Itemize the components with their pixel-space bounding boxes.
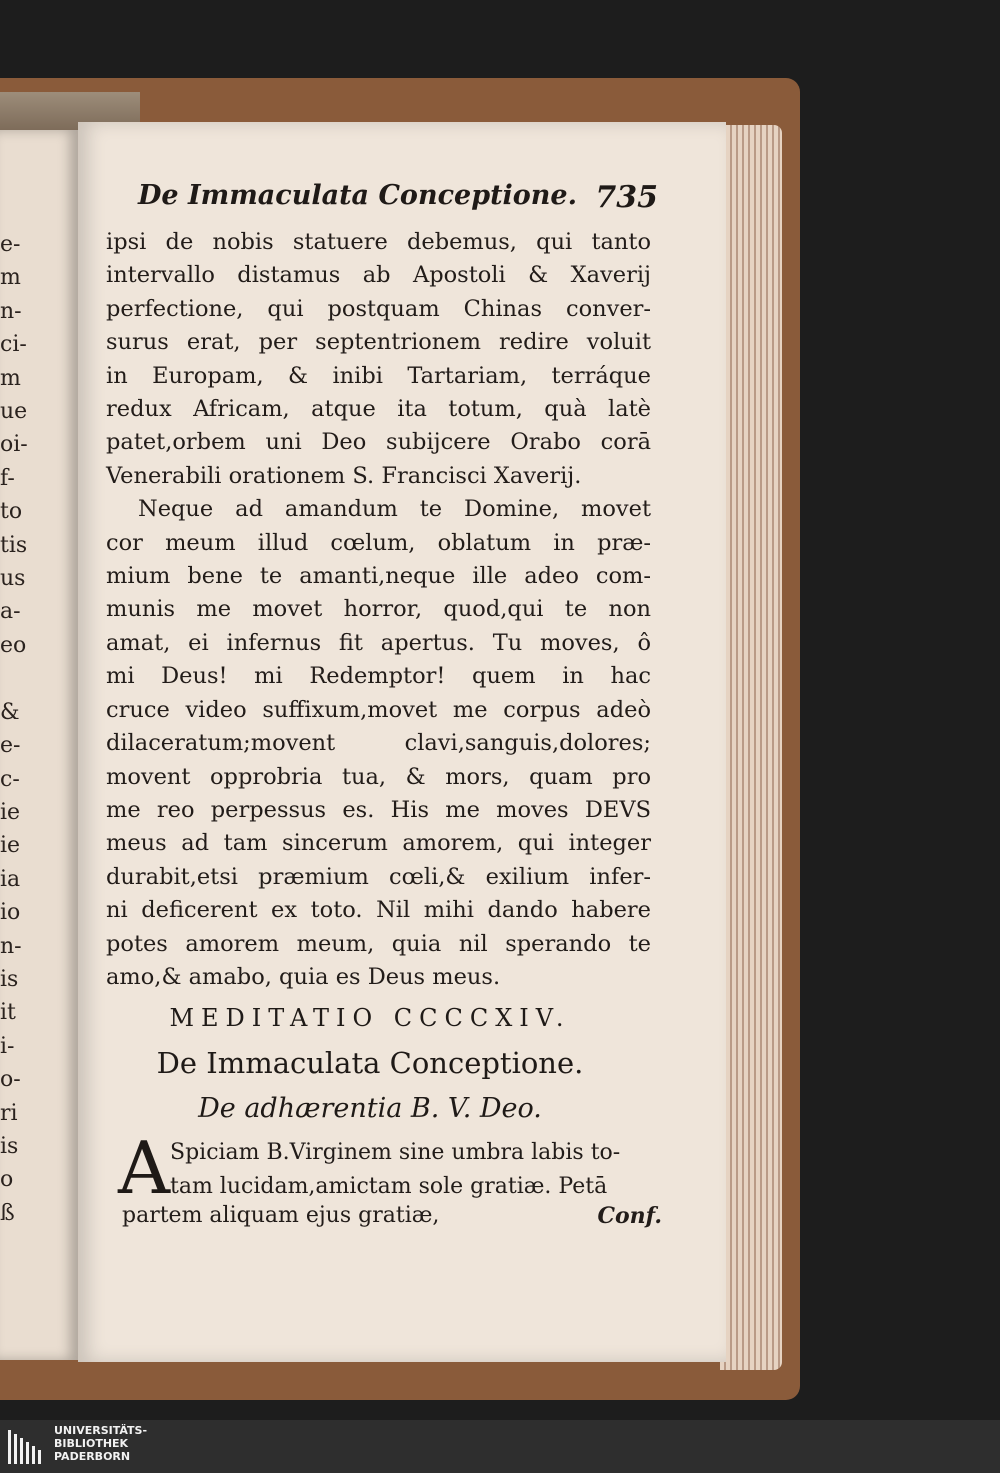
text-line: meus ad tam sincerum amorem, qui integer	[106, 830, 651, 857]
body-text	[106, 226, 651, 994]
library-name-line: UNIVERSITÄTS-	[54, 1424, 148, 1437]
text-line: movent opprobria tua, & mors, quam pro	[106, 763, 651, 790]
text-line: mi Deus! mi Redemptor! quem in hac	[106, 663, 651, 690]
library-name-line: BIBLIOTHEK	[54, 1437, 129, 1450]
margin-fragment: ue	[0, 399, 28, 425]
library-footer	[0, 1420, 1000, 1473]
text-line: durabit,etsi præmium cœli,& exilium infer-	[106, 863, 651, 890]
margin-fragment: f-	[0, 465, 15, 491]
text-line: tam lucidam,amictam sole gratiæ. Petā	[170, 1174, 608, 1199]
margin-fragment: ie	[0, 833, 21, 859]
meditation-title: De Immaculata Conceptione.	[156, 1046, 584, 1080]
text-line: Neque ad amandum te Domine, movet	[138, 496, 651, 523]
library-name	[54, 1424, 147, 1463]
meditation-subtitle: De adhærentia B. V. Deo.	[198, 1093, 542, 1124]
meditation-heading: MEDITATIO CCCCXIV.	[169, 1004, 571, 1032]
text-line: ipsi de nobis statuere debemus, qui tanto	[106, 229, 651, 255]
text-line: surus erat, per septentrionem redire voluit	[106, 329, 651, 356]
margin-fragment	[0, 662, 40, 695]
margin-fragment: m	[0, 265, 21, 291]
margin-fragment: is	[0, 1133, 19, 1159]
margin-fragment: c-	[0, 766, 20, 792]
drop-cap: A	[118, 1126, 170, 1210]
text-line: patet,orbem uni Deo subijcere Orabo corā	[106, 429, 651, 456]
margin-fragment: i-	[0, 1033, 15, 1059]
text-line: perfectione, qui postquam Chinas conver-	[106, 295, 651, 322]
library-logo-icon	[4, 1424, 48, 1468]
meditation-last-line	[122, 1203, 662, 1239]
text-line: cruce video suffixum,movet me corpus adeò	[106, 696, 651, 723]
margin-fragment: eo	[0, 632, 27, 658]
text-line: munis me movet horror, quod,qui te non	[106, 596, 651, 623]
text-line: redux Africam, atque ita totum, quà latè	[106, 396, 651, 423]
library-name-line: PADERBORN	[54, 1450, 131, 1463]
text-line: partem aliquam ejus gratiæ,	[122, 1203, 440, 1228]
page-number: 735	[595, 180, 658, 215]
margin-fragment: e-	[0, 232, 21, 257]
margin-fragment: ie	[0, 799, 21, 825]
margin-fragment: is	[0, 966, 19, 992]
margin-fragment: it	[0, 1000, 16, 1026]
margin-fragment: io	[0, 900, 21, 926]
margin-fragment: o	[0, 1167, 14, 1193]
text-line: ni deficerent ex toto. Nil mihi dando habere	[106, 897, 651, 924]
margin-fragment: e-	[0, 733, 21, 759]
catchword: Conf.	[597, 1203, 662, 1229]
margin-fragment: n-	[0, 298, 22, 324]
text-line: Venerabili orationem S. Francisci Xaverij.	[106, 462, 582, 489]
margin-fragment: oi-	[0, 432, 28, 458]
text-line: me reo perpessus es. His me moves DEVS	[106, 796, 651, 823]
margin-fragment: ri	[0, 1100, 18, 1126]
page-edges	[720, 125, 782, 1370]
meditation-opening	[170, 1136, 662, 1204]
text-line: mium bene te amanti,neque ille adeo com-	[106, 563, 651, 590]
text-line: cor meum illud cœlum, oblatum in præ-	[106, 529, 651, 556]
text-line: potes amorem meum, quia nil sperando te	[106, 930, 651, 957]
margin-fragment: ci-	[0, 332, 27, 358]
margin-fragment: ia	[0, 866, 21, 892]
text-line: in Europam, & inibi Tartariam, terráque	[106, 362, 651, 389]
margin-fragment: &	[0, 699, 20, 725]
running-head	[138, 180, 658, 220]
margin-fragment: tis	[0, 532, 28, 558]
margin-fragment: o-	[0, 1067, 21, 1093]
margin-fragment: n-	[0, 933, 22, 959]
text-line: dilaceratum;movent clavi,sanguis,dolores;	[106, 730, 651, 757]
text-line: amo,& amabo, quia es Deus meus.	[106, 963, 501, 990]
text-line: intervallo distamus ab Apostoli & Xaverij	[106, 262, 651, 289]
text-line: amat, ei infernus fit apertus. Tu moves, ô	[106, 629, 651, 656]
text-line: Spiciam B.Virginem sine umbra labis to-	[170, 1140, 621, 1165]
margin-fragment: a-	[0, 599, 21, 625]
margin-fragment: us	[0, 566, 26, 592]
margin-fragment: to	[0, 499, 23, 525]
running-title: De Immaculata Conceptione.	[138, 180, 578, 211]
left-page-margin-text	[0, 228, 40, 1230]
margin-fragment: ß	[0, 1200, 15, 1226]
margin-fragment: m	[0, 365, 21, 391]
